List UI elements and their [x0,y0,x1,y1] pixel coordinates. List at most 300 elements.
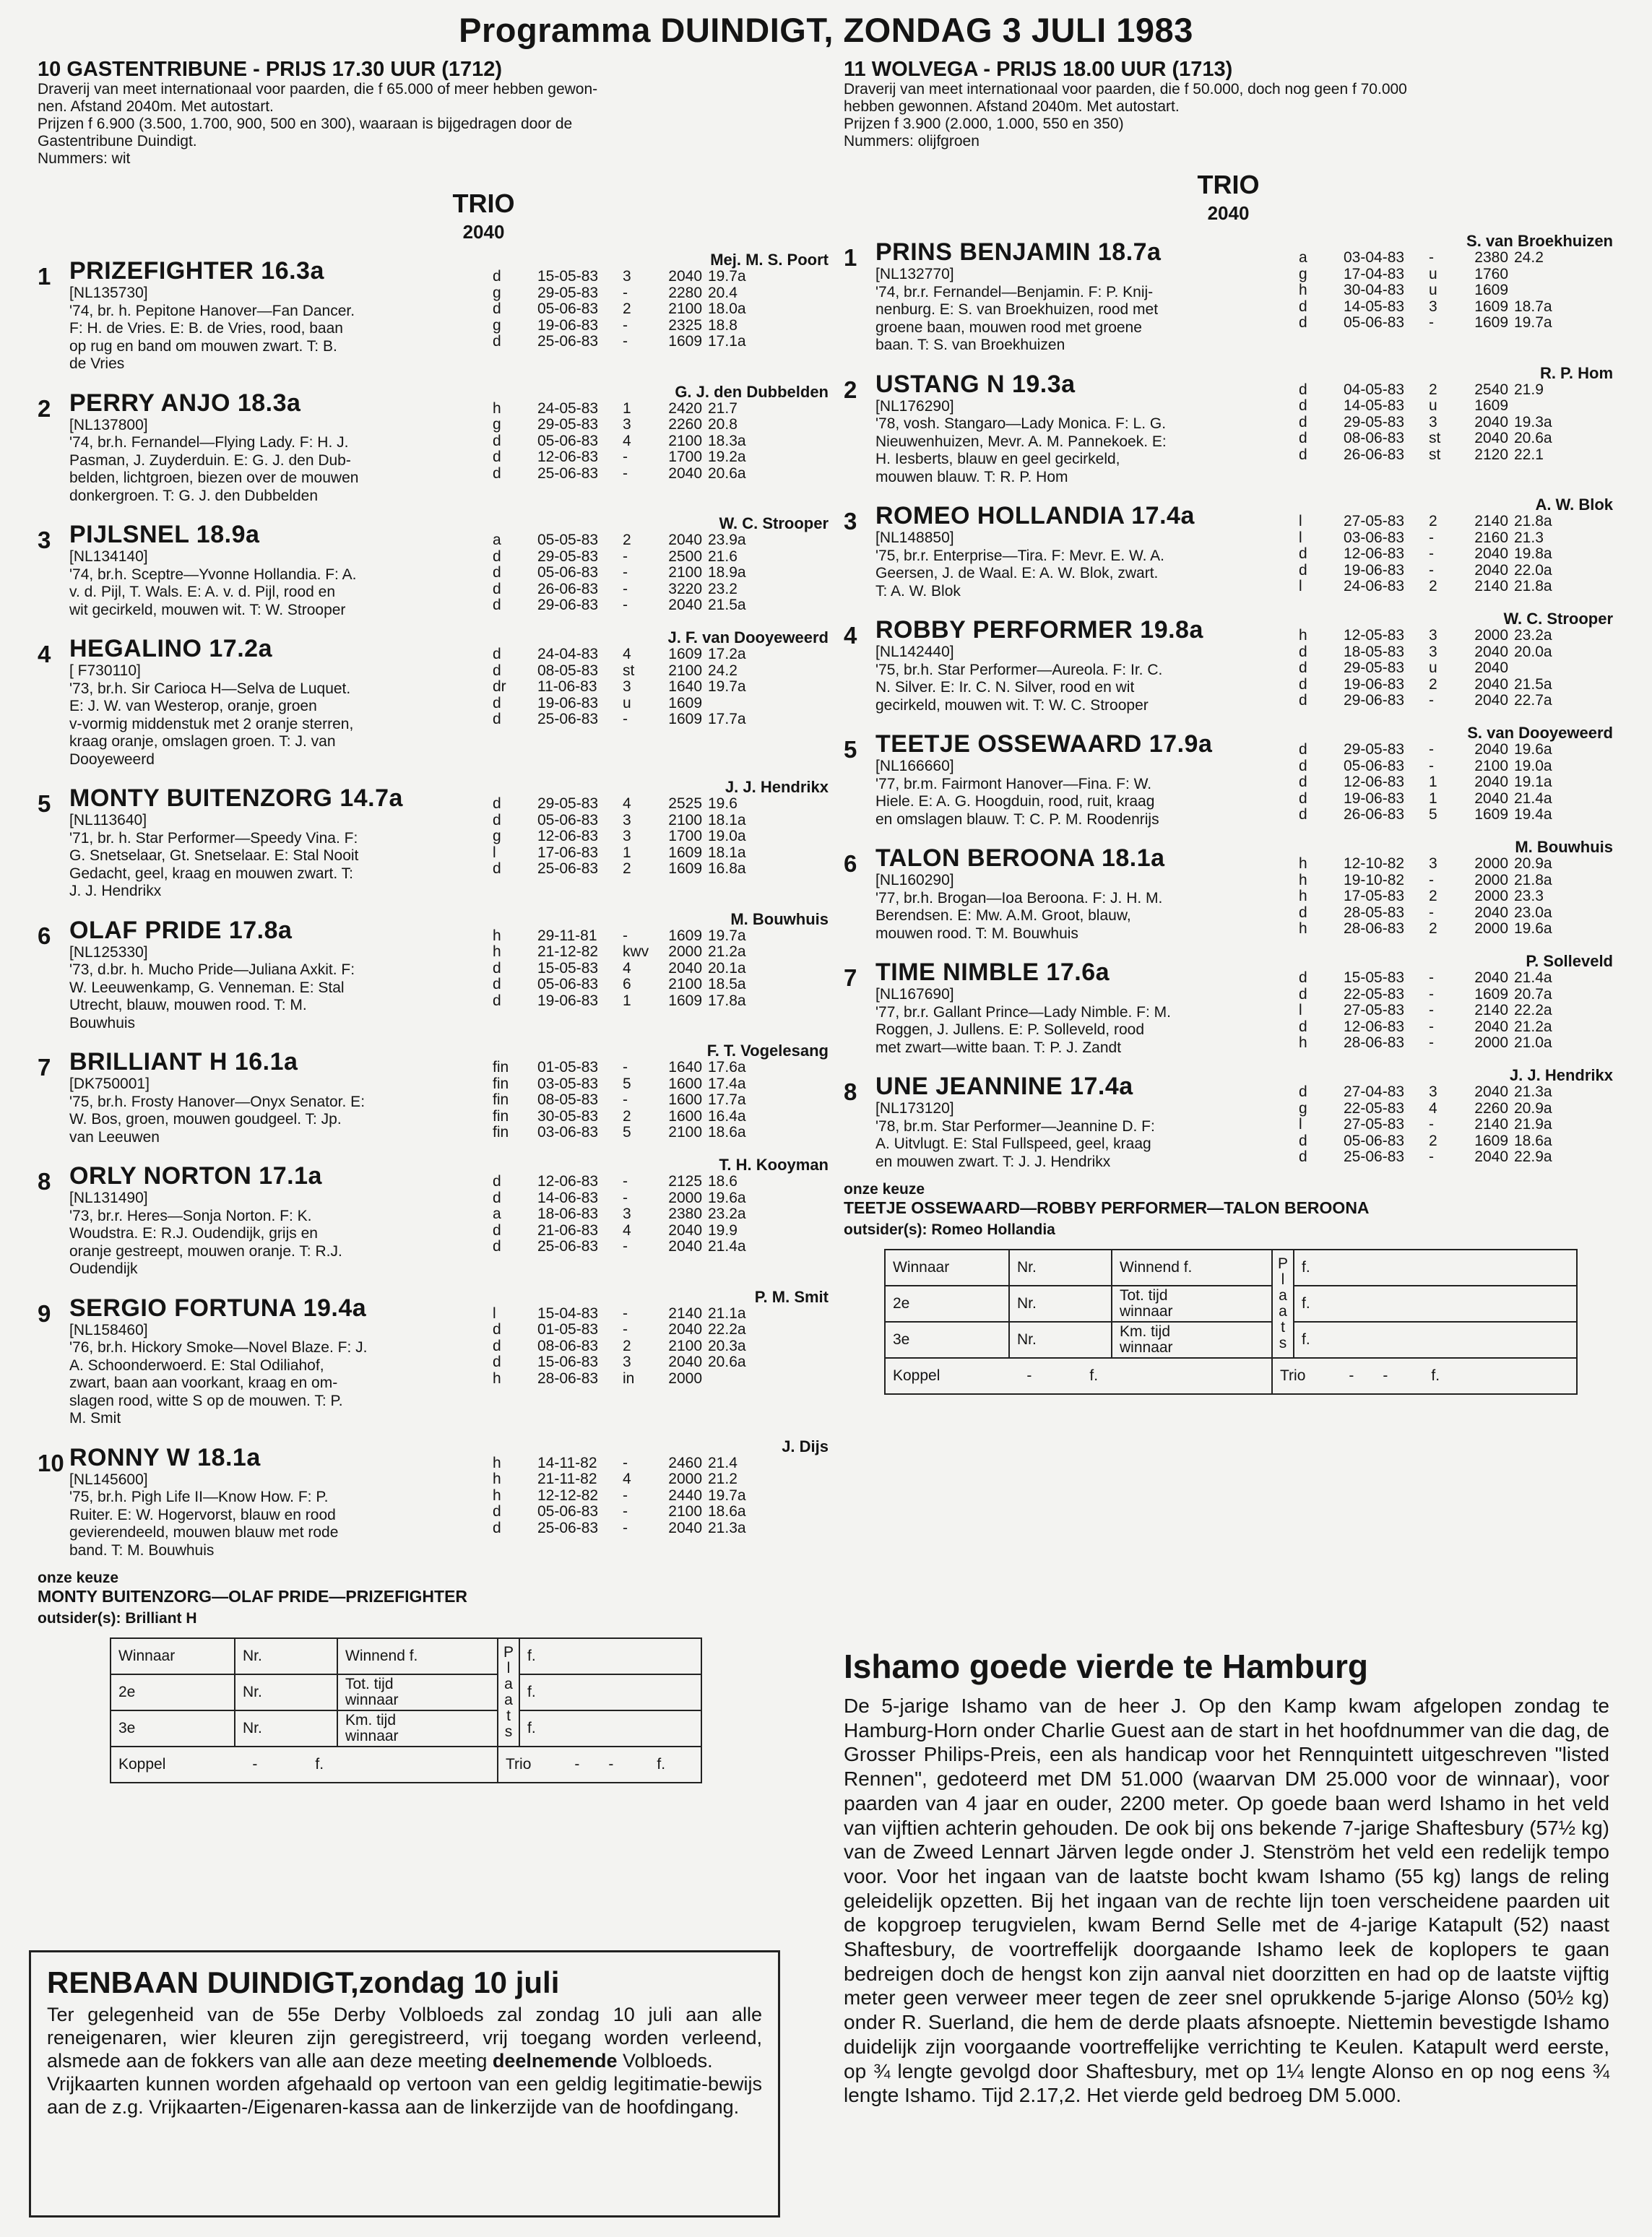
track: d [1299,789,1307,807]
form-row [1299,514,1552,530]
form-table [1299,514,1552,595]
placing: kwv [623,943,649,960]
race-date: 24-05-83 [537,399,599,417]
horse-info-line: W. Leeuwenkamp, G. Venneman. E: Stal [69,979,345,996]
km-time: 21.2 [708,1471,738,1487]
form-row [493,1520,746,1537]
placing: - [623,1238,628,1255]
horse-info-line: van Leeuwen [69,1128,160,1146]
track: d [1299,774,1307,790]
result-form [884,1249,1578,1395]
horse-form [1280,1067,1613,1171]
tot-tijd-1: Tot. tijd [1120,1287,1168,1304]
track: d [1299,446,1307,463]
form-row [1299,282,1552,299]
form-table [493,1306,746,1388]
track: d [493,811,501,828]
horse-details [69,1289,474,1428]
track: h [493,1487,501,1504]
track: h [493,927,501,944]
race-condition-line: Draverij van meet internationaal voor paarden, die f 65.000 of meer hebben gewon- [38,81,598,98]
horse-info-line: op rug en band om mouwen zwart. T: B. [69,337,337,355]
second-label: 2e [111,1674,235,1710]
horse-form [1280,953,1613,1057]
placing: - [623,1304,628,1322]
form-row [1299,693,1552,709]
placing: 3 [623,1354,631,1370]
horse-trainer: J. J. Hendrikx [725,778,829,796]
track: d [493,992,501,1009]
race-date: 05-06-83 [537,564,599,581]
horse-info-line: [NL134140] [69,548,148,565]
track: d [493,580,501,597]
form-table [493,401,746,483]
track: d [1299,1148,1307,1165]
race-date: 19-06-83 [1344,561,1405,579]
trio-heading [844,169,1613,225]
horse-form [1280,496,1613,600]
horse-name: PIJLSNEL 18.9a [69,521,260,548]
form-row [1299,1019,1552,1036]
horse-info-line: [DK750001] [69,1076,150,1092]
horse-info-line: en omslagen blauw. T: C. P. M. Roodenrijs [875,810,1159,828]
form-row [1299,677,1552,693]
km-time: 21.8a [1514,513,1552,529]
dash: - [574,1756,580,1773]
km-time: 19.7a [708,927,746,944]
horse-name: ORLY NORTON 17.1a [69,1162,322,1190]
horse-details [875,953,1280,1057]
keuze-label: onze keuze [38,1570,119,1586]
distance: 2140 [668,1304,702,1322]
distance: 2040 [1474,774,1508,790]
horse-number: 5 [38,790,51,817]
track: d [493,1221,501,1239]
km-time: 21.3a [708,1519,746,1536]
km-time: 23.9a [708,532,746,548]
tot-tijd-2: winnaar [1120,1303,1173,1320]
horse-form [474,779,829,901]
race-date: 05-06-83 [1344,1132,1405,1149]
form-row [1299,1149,1552,1166]
horse-trainer: J. F. van Dooyeweerd [667,628,829,646]
form-row [1299,267,1552,283]
track: dr [493,678,506,695]
distance: 2100 [668,1337,702,1354]
form-row [493,269,746,285]
km-time: 21.9a [1514,1116,1552,1133]
form-row [1299,299,1552,316]
distance: 2325 [668,316,702,334]
distance: 2040 [668,1321,702,1338]
form-row [493,977,746,993]
race-11-column [844,58,1613,1395]
race-date: 03-06-83 [1344,529,1405,546]
race-date: 14-06-83 [537,1189,599,1206]
horse-number: 1 [38,263,51,290]
distance: 2460 [668,1454,702,1471]
ad-text-2: Volbloeds. [622,2050,713,2072]
form-row [493,1125,746,1141]
race-date: 05-06-83 [1344,757,1405,774]
horse-info-line: groene baan, mouwen rood met groene [875,319,1142,336]
race-date: 01-05-83 [537,1321,599,1338]
horse-name: PRIZEFIGHTER 16.3a [69,257,324,285]
form-table [1299,970,1552,1052]
placing: 2 [1429,675,1437,693]
km-time: 17.7a [708,711,746,727]
placing: - [623,580,628,597]
form-table [1299,1084,1552,1166]
distance: 2000 [1474,1034,1508,1051]
f-label: f. [1431,1367,1440,1384]
race-date: 03-04-83 [1344,249,1405,266]
horse-trainer: T. H. Kooyman [719,1156,829,1174]
track: d [1299,985,1307,1003]
km-time: 22.9a [1514,1148,1552,1165]
distance: 2000 [668,1370,702,1387]
plaats-letter: a [1279,1303,1287,1320]
outsider: outsider(s): Romeo Hollandia [844,1221,1055,1238]
form-row [1299,579,1552,595]
distance: 2525 [668,795,702,812]
horse-number: 8 [844,1078,857,1105]
distance: 3220 [668,580,702,597]
form-row [1299,921,1552,938]
horse-info-line: J. J. Hendrikx [69,883,162,899]
placing: 2 [623,1337,631,1354]
horse-details [69,629,474,769]
track: d [493,1337,501,1354]
track: d [493,548,501,565]
placing: st [1429,446,1441,463]
km-time: 18.5a [708,976,746,992]
horse-info-line: Berendsen. E: Mw. A.M. Groot, blauw, [875,907,1131,924]
distance: 1609 [668,927,702,944]
km-time: 17.4a [708,1075,746,1092]
horse-info-line: Geersen, J. de Waal. E: A. W. Blok, zwart. [875,565,1159,581]
track: d [1299,659,1307,676]
race-date: 05-06-83 [537,300,599,317]
race-date: 17-05-83 [1344,888,1405,904]
form-row [493,928,746,945]
km-time: 20.9a [1514,1099,1552,1117]
horse-info-line: G. Snetselaar, Gt. Snetselaar. E: Stal Nooit [69,847,359,864]
race-date: 03-05-83 [537,1075,599,1092]
track: d [493,564,501,581]
track: d [1299,675,1307,693]
track: d [493,1173,501,1190]
race-date: 29-05-83 [1344,659,1405,676]
form-row [1299,315,1552,332]
f-label: f. [1089,1367,1099,1384]
distance: 2100 [668,976,702,992]
placing: - [623,597,628,613]
horse-number: 1 [844,244,857,271]
plaats-label [1272,1250,1294,1358]
horse-details [69,1156,474,1278]
placing: 4 [623,959,631,977]
track: d [1299,561,1307,579]
horse-info-line: Dooyeweerd [69,750,155,768]
horse-info-line: [NL173120] [875,1100,954,1117]
km-time: 17.7a [708,1091,746,1108]
horse-form [1280,365,1613,487]
track: h [1299,871,1307,888]
track: d [1299,1132,1307,1149]
horse-entry [38,1289,829,1428]
form-row [493,1322,746,1338]
km-time: 18.3a [708,432,746,449]
distance: 2040 [668,464,702,482]
horse-info-line: '78, vosh. Stangaro—Lady Monica. F: L. G. [875,415,1167,432]
race-date: 27-05-83 [1344,513,1405,529]
plaats-letter: l [506,1660,511,1676]
horse-trainer: Mej. M. S. Poort [710,251,829,269]
race-date: 11-06-83 [537,678,597,695]
km-time [1508,660,1552,677]
winnend-label: Winnend f. [337,1638,498,1674]
horse-form [474,384,829,506]
result-row-3 [111,1710,701,1747]
horse-info-line: [NL113640] [69,812,147,828]
race-date: 08-06-83 [537,1337,599,1354]
f-label: f. [1294,1250,1577,1286]
form-table [1299,742,1552,823]
form-row [1299,530,1552,547]
distance: 2140 [1474,513,1508,529]
horse-trainer: W. C. Strooper [719,514,829,532]
race-date: 28-06-83 [1344,920,1405,937]
horse-trainer: R. P. Hom [1539,363,1613,382]
placing: - [623,449,628,465]
horse-info-line: band. T: M. Bouwhuis [69,1541,215,1559]
form-row [493,1174,746,1190]
horse-details [875,233,1280,355]
km-time: 20.9a [1514,855,1552,872]
horse-info-line: donkergroen. T: G. J. den Dubbelden [69,487,319,504]
form-row [1299,563,1552,579]
km-time: 23.0a [1514,904,1552,921]
form-row [1299,430,1552,447]
distance: 1609 [1474,282,1508,298]
dash: - [1026,1367,1032,1384]
horse-info-line: Utrecht, blauw, mouwen rood. T: M. [69,997,307,1013]
horse-info-line: gevierendeeld, mouwen blauw met rode [69,1524,339,1541]
race-10-column [38,58,829,1783]
placing: 5 [1429,806,1437,823]
race-date: 04-05-83 [1344,381,1405,398]
horse-form [474,515,829,619]
distance: 2140 [1474,1002,1508,1018]
track: d [1299,314,1307,331]
horse-entry [844,953,1613,1057]
race-date: 21-11-82 [537,1471,597,1487]
horse-form [474,1289,829,1428]
km-tijd-2: winnaar [345,1728,399,1744]
distance: 2040 [668,268,702,285]
form-row [493,993,746,1010]
race-date: 27-05-83 [1344,1116,1405,1133]
plaats-letter: t [1281,1319,1285,1336]
horse-info-line: [NL137800] [69,416,148,433]
horse-info-line: H. Iesberts, blauw en geel gecirkeld, [875,451,1120,467]
koppel-cell [885,1358,1272,1394]
race-date: 08-05-83 [537,662,599,679]
track: d [1299,741,1307,758]
placing: - [1429,985,1434,1003]
race-date: 19-06-83 [537,992,599,1009]
horse-info-line: '75, br.r. Enterprise—Tira. F: Mevr. E. W. A. [875,547,1165,564]
track: d [1299,545,1307,562]
km-time: 19.7a [1514,314,1552,331]
horse-entry [844,365,1613,487]
horse-entry [38,1156,829,1278]
horse-info-line: Nieuwenhuizen, Mevr. A. M. Pannekoek. E: [875,433,1167,450]
form-row [1299,382,1552,399]
horse-form [474,251,829,373]
horse-info-line: N. Silver. E: Ir. C. N. Silver, rood en wit [875,679,1135,696]
km-time: 21.2a [708,943,746,960]
horse-trainer: A. W. Blok [1535,496,1613,514]
horse-details [69,911,474,1033]
horse-info-line: mouwen blauw. T: R. P. Hom [875,468,1068,485]
race-condition-line: Prijzen f 6.900 (3.500, 1.700, 900, 500 en 300), waaraan is bijgedragen door de [38,116,573,132]
distance: 2040 [1474,1083,1508,1100]
horse-name: UNE JEANNINE 17.4a [875,1073,1133,1100]
form-row [493,1455,746,1472]
distance: 2040 [668,532,702,548]
track: l [1299,529,1302,546]
horse-entry [38,911,829,1033]
track: d [493,959,501,977]
form-table [493,796,746,878]
form-row [1299,398,1552,415]
placing: 5 [623,1075,631,1092]
km-time: 19.6a [708,1189,746,1206]
race-date: 27-05-83 [1344,1002,1405,1018]
distance: 2140 [1474,1116,1508,1133]
horse-entry [38,1438,829,1560]
placing: 2 [1429,920,1437,937]
track: d [1299,904,1307,921]
track: d [493,976,501,992]
race-date: 08-05-83 [537,1091,599,1108]
form-row [493,285,746,302]
km-time: 22.0a [1514,561,1552,579]
horse-trainer: J. J. Hendrikx [1509,1066,1613,1084]
distance: 2040 [668,1519,702,1536]
form-row [493,549,746,566]
km-time: 17.2a [708,646,746,662]
horse-info-line: '75, br.h. Star Performer—Aureola. F: Ir. C. [875,661,1163,678]
horse-info-line: A. Schoonderwoerd. E: Stal Odiliahof, [69,1357,324,1374]
track: d [1299,806,1307,823]
winnaar-label: Winnaar [111,1638,235,1674]
trio-cell [498,1747,701,1783]
distance: 2040 [1474,545,1508,562]
km-time: 21.1a [708,1304,746,1322]
form-row [1299,415,1552,431]
race-condition-line: Draverij van meet internationaal voor paarden, die f 50.000, doch nog geen f 70.000 [844,81,1407,98]
horse-trainer: J. Dijs [782,1437,829,1455]
dash: - [608,1756,614,1773]
horse-info-line: wit gecirkeld, mouwen wit. T: W. Strooper [69,601,346,618]
ad-title: RENBAAN DUINDIGT,zondag 10 juli [47,1965,560,1999]
placing: - [1429,757,1434,774]
horse-number: 6 [844,850,857,877]
horse-details [875,1067,1280,1171]
plaats-letter: P [1277,1255,1288,1272]
km-time: 20.7a [1514,985,1552,1003]
plaats-letter: l [1281,1271,1285,1288]
km-time: 23.3 [1514,888,1544,904]
horse-details [69,1042,474,1146]
race-condition-line: Nummers: wit [38,150,131,167]
horse-info-line: Hiele. E: A. G. Hoogduin, rood, ruit, kraag [875,793,1155,810]
koppel-label: Koppel [893,1367,940,1384]
distance: 2420 [668,399,702,417]
distance: 1609 [1474,1132,1508,1149]
distance: 2040 [1474,692,1508,709]
horse-entry [38,384,829,506]
race-date: 17-04-83 [1344,265,1405,282]
km-time: 19.0a [708,828,746,844]
placing: - [623,548,628,565]
form-row [493,1223,746,1239]
km-time: 23.2a [708,1206,746,1222]
horse-info-line: [NL132770] [875,266,954,282]
form-table [1299,628,1552,709]
horse-info-line: Ruiter. E: W. Hogervorst, blauw en rood [69,1506,336,1523]
track: l [493,1304,496,1322]
horse-info-line: '74, br.h. Sceptre—Yvonne Hollandia. F: A. [69,566,357,583]
placing: 4 [623,1471,631,1487]
plaats-letter: a [504,1676,513,1692]
race-date: 25-06-83 [537,1519,599,1536]
placing: 1 [1429,789,1437,807]
horse-name: TIME NIMBLE 17.6a [875,959,1110,986]
horse-info-line: '76, br.h. Hickory Smoke—Novel Blaze. F: J. [69,1339,368,1356]
horse-name: RONNY W 18.1a [69,1443,261,1471]
placing: 2 [623,300,631,317]
track: d [493,795,501,812]
horse-info-line: [NL158460] [69,1321,148,1338]
track: d [1299,397,1307,414]
result-row-2 [111,1674,701,1710]
track: d [1299,757,1307,774]
horse-info-line: [NL125330] [69,943,148,961]
track: d [493,694,501,711]
placing: - [623,1059,628,1076]
race-date: 15-05-83 [1344,969,1405,986]
form-row [493,1306,746,1323]
distance: 1609 [1474,314,1508,331]
f-label: f. [519,1710,701,1747]
km-time: 18.1a [708,811,746,828]
form-table [493,1455,746,1537]
km-time [702,696,746,712]
form-table [493,928,746,1010]
distance: 2125 [668,1173,702,1190]
track: d [493,464,501,482]
distance: 2120 [1474,446,1508,463]
placing: 3 [1429,627,1437,644]
track: d [493,1354,501,1370]
horse-number: 9 [38,1299,51,1327]
placing: - [1429,1018,1434,1035]
km-time: 19.2a [708,449,746,465]
